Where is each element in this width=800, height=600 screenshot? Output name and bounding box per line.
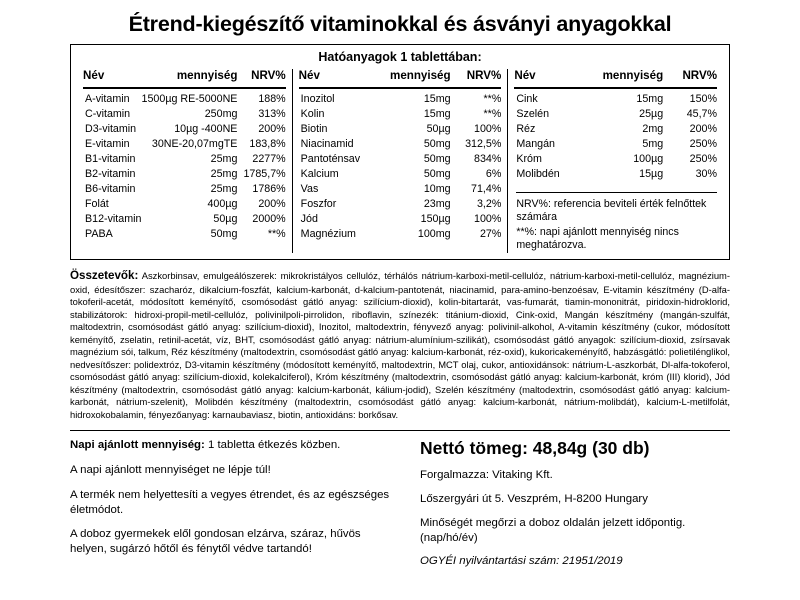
distributor-address: Lőszergyári út 5. Veszprém, H-8200 Hungary <box>420 492 648 505</box>
table-header-row <box>83 69 286 88</box>
nutrient-amount: 1500µg RE-5000NE <box>141 92 238 105</box>
nutrient-name: Folát <box>85 197 109 210</box>
table-row <box>83 197 286 212</box>
nutrient-nrv: 200% <box>258 197 286 210</box>
nutrient-amount: 23mg <box>423 197 451 210</box>
nutrient-name: Vas <box>300 182 319 195</box>
nutrient-name: Kalcium <box>300 167 339 180</box>
registration-number: OGYÉI nyilvántartási szám: 21951/2019 <box>420 555 623 568</box>
nutrition-table <box>83 69 286 243</box>
nutrient-nrv: 45,7% <box>686 107 718 120</box>
nutrient-amount: 50mg <box>423 152 451 165</box>
nutrient-name: Biotin <box>300 122 328 135</box>
table-row <box>299 152 502 167</box>
table-row <box>299 212 502 227</box>
table-row <box>83 88 286 107</box>
nutrient-name: B1-vitamin <box>85 152 136 165</box>
nutrient-amount: 25mg <box>210 152 238 165</box>
ingredients-section <box>70 268 730 421</box>
footnote-text: NRV%: referencia beviteli érték felnőttek számára <box>516 198 707 224</box>
nutrient-nrv: 200% <box>258 122 286 135</box>
nutrient-name: Jód <box>300 213 318 226</box>
diet-note: A termék nem helyettesíti a vegyes étrendet, és az egészséges életmódot. <box>70 488 390 516</box>
nutrient-nrv: 183,8% <box>249 137 286 150</box>
nutrient-amount: 15mg <box>636 92 664 105</box>
table-row <box>299 182 502 197</box>
nutrient-nrv: **% <box>267 228 286 241</box>
nutrient-nrv: 2000% <box>252 213 286 226</box>
column-header-amount: mennyiség <box>577 69 669 88</box>
usage-column <box>70 438 410 579</box>
nutrient-amount: 30NE-20,07mgTE <box>151 137 238 150</box>
ingredients-text: Aszkorbinsav, emulgeálószerek: mikrokristályos cellulóz, térhálós nátrium-karboxi-metil-cellulóz, nátrium-karboxi-metil-cellulóz, magnézium-oxid, édesítőszer: szacharóz, dikalcium-foszfát, kalcium-karbonát, d-kalcium-pantotenát, niacinamid, para-amino-benzoésav, E-vitamin készítmény (D-alfa-tokoferil-acetát, módosított keményítő, csomósodást gátló anyag: szilícium-dioxid), kolin-bitartarát, vas-fumarát, tiamin-mononitrát, piridoxin-hidroklorid, stabilizátorok: hidroxi-propil-metil-cellulóz, polivinilpoli-pirrolidon, riboflavin, színezék: titánium-dioxid, Cink-oxid, Mangán készítmény (mangán-szulfát, maltodextrin, csomósodást gátló anyag: szilícium-dioxid), Inozitol, maltodextrin, fényvező anyag: polivinil-alkohol, A-vitamin készítmény (cukor, módosított keményítő, zselatin, retinil-acetát, víz, BHT, csomósodást gátló anyag: nátrium-alumínium-szilikát), csomósodást gátló anyagok: szilícium-dioxid, zsírsavak magnézium sói, talkum, Réz készítmény (maltodextrin, csomósodást gátló anyag: kalcium-karbonát, réz-oxid), kukoricakeményítő, habzásgátló: polietilénglikol, nedvesítőszer: polidextróz, D3-vitamin készítmény (módosított keményítő, maltodextrin, MCT olaj, cukor, antioxidánsok: nátrium-L-aszkorbát, Dl-alfa-tokoferol, csomósodást gátló anyag: szilícium-dioxid, kolekalciferol), Króm készítmény (maltodextrin, csomósodást gátló anyag: kalcium-karbonát, króm (III) klorid), Jód készítmény (maltodextrin, csomósodást gátló anyag: kalcium-karbonát, kálium-jodid), Szelén készítmény (maltodextrin, csomósodást gátló anyag: kalcium-karbonát, nátrium-szelenit), Molibdén készítmény (maltodextrin, csomósodást gátló anyag: kalcium-karbonát, nátrium-molibdát), kalcium-L-metilfolát, hidroxokobalamin, fényezőanyag: karnaubaviasz, biotin, antioxidáns: borkősav. <box>70 270 730 420</box>
nutrition-box-title: Hatóanyagok 1 tablettában: <box>318 49 482 64</box>
nutrient-amount: 25mg <box>210 182 238 195</box>
nutrient-nrv: 834% <box>474 152 502 165</box>
column-header-amount: mennyiség <box>374 69 456 88</box>
nutrient-nrv: 3,2% <box>476 197 502 210</box>
dose-warning: A napi ajánlott mennyiséget ne lépje túl! <box>70 463 271 476</box>
nutrition-table <box>299 69 502 243</box>
table-row <box>299 137 502 152</box>
nutrition-footnotes <box>514 192 717 252</box>
nutrient-nrv: 1786% <box>252 182 286 195</box>
table-row <box>514 152 717 167</box>
nutrient-amount: 250mg <box>204 107 238 120</box>
nutrient-nrv: 250% <box>689 137 718 150</box>
table-row <box>83 152 286 167</box>
nutrient-nrv: 2277% <box>252 152 286 165</box>
nutrient-nrv: 188% <box>258 92 286 105</box>
nutrient-name: Molibdén <box>516 167 560 180</box>
nutrient-amount: 10µg -400NE <box>174 122 238 135</box>
nutrient-name: Szelén <box>516 107 550 120</box>
nutrient-amount: 50mg <box>423 137 451 150</box>
nutrient-amount: 15mg <box>423 107 451 120</box>
nutrient-name: B6-vitamin <box>85 182 136 195</box>
nutrient-name: A-vitamin <box>85 92 130 105</box>
nutrient-name: Inozitol <box>300 92 335 105</box>
daily-dose-label: Napi ajánlott mennyiség: <box>70 439 205 452</box>
nutrient-nrv: 312,5% <box>465 137 502 150</box>
nutrient-name: Mangán <box>516 137 555 150</box>
nutrient-amount: 5mg <box>642 137 664 150</box>
table-row <box>514 88 717 107</box>
nutrient-name: Pantoténsav <box>300 152 361 165</box>
nutrition-column <box>77 69 292 253</box>
footnote-text: **%: napi ajánlott mennyiség nincs meghatározva. <box>516 225 679 251</box>
nutrient-nrv: **% <box>483 92 502 105</box>
ingredients-heading: Összetevők: <box>70 269 139 283</box>
nutrient-name: B12-vitamin <box>85 213 142 226</box>
nutrient-name: D3-vitamin <box>85 122 137 135</box>
table-row <box>299 88 502 107</box>
nutrient-amount: 10mg <box>423 182 451 195</box>
nutrient-nrv: 313% <box>258 107 286 120</box>
nutrient-nrv: 27% <box>479 228 502 241</box>
table-row <box>83 107 286 122</box>
distributor: Forgalmazza: Vitaking Kft. <box>420 469 553 482</box>
nutrient-amount: 25µg <box>639 107 664 120</box>
nutrient-name: C-vitamin <box>85 107 131 120</box>
nutrient-amount: 100µg <box>633 152 664 165</box>
nutrient-nrv: 30% <box>695 167 718 180</box>
nutrient-name: PABA <box>85 228 113 241</box>
table-row <box>514 167 717 182</box>
nutrition-column <box>507 69 723 253</box>
nutrient-nrv: 6% <box>485 167 502 180</box>
best-before-note: Minőségét megőrzi a doboz oldalán jelzett időpontig. (nap/hó/év) <box>420 516 686 544</box>
nutrition-facts-box <box>70 44 730 260</box>
nutrient-amount: 50mg <box>210 228 238 241</box>
column-header-nrv: NRV% <box>669 69 717 88</box>
table-header-row <box>299 69 502 88</box>
bottom-section <box>70 438 730 579</box>
nutrition-column <box>292 69 508 253</box>
column-header-name: Név <box>514 69 577 88</box>
table-row <box>299 122 502 137</box>
nutrient-nrv: 200% <box>689 122 718 135</box>
nutrient-name: E-vitamin <box>85 137 130 150</box>
daily-dose-line <box>70 438 392 453</box>
nutrition-table <box>514 69 717 183</box>
nutrient-name: Króm <box>516 152 542 165</box>
page-title: Étrend-kiegészítő vitaminokkal és ásványi anyagokkal <box>128 12 672 36</box>
bottom-divider <box>70 430 730 431</box>
column-header-name: Név <box>83 69 141 88</box>
nutrient-name: B2-vitamin <box>85 167 136 180</box>
table-row <box>83 212 286 227</box>
nutrient-name: Magnézium <box>300 228 356 241</box>
nutrient-amount: 15mg <box>423 92 451 105</box>
table-row <box>514 137 717 152</box>
nutrient-nrv: 250% <box>689 152 718 165</box>
nutrient-nrv: **% <box>483 107 502 120</box>
nutrient-amount: 400µg <box>207 197 238 210</box>
column-header-name: Név <box>299 69 375 88</box>
nutrient-nrv: 100% <box>474 122 502 135</box>
table-row <box>299 167 502 182</box>
nutrient-nrv: 150% <box>689 92 718 105</box>
table-header-row <box>514 69 717 88</box>
nutrient-amount: 50mg <box>423 167 451 180</box>
table-row <box>514 107 717 122</box>
nutrient-nrv: 71,4% <box>471 182 502 195</box>
nutrient-amount: 50µg <box>426 122 451 135</box>
nutrient-amount: 150µg <box>420 213 451 226</box>
net-weight: Nettó tömeg: 48,84g (30 db) <box>420 438 650 459</box>
nutrient-amount: 15µg <box>639 167 664 180</box>
nutrient-amount: 50µg <box>213 213 238 226</box>
nutrient-name: Kolin <box>300 107 325 120</box>
table-row <box>83 137 286 152</box>
table-row <box>83 227 286 242</box>
table-row <box>299 197 502 212</box>
nutrient-nrv: 1785,7% <box>243 167 286 180</box>
nutrient-name: Réz <box>516 122 536 135</box>
column-header-nrv: NRV% <box>457 69 502 88</box>
column-header-nrv: NRV% <box>243 69 285 88</box>
nutrition-columns <box>77 69 723 253</box>
nutrient-name: Cink <box>516 92 538 105</box>
daily-dose-value: 1 tabletta étkezés közben. <box>208 439 341 452</box>
nutrient-name: Niacinamid <box>300 137 354 150</box>
table-row <box>83 182 286 197</box>
nutrient-nrv: 100% <box>474 213 502 226</box>
table-row <box>83 167 286 182</box>
storage-note: A doboz gyermekek elől gondosan elzárva, száraz, hűvös helyen, sugárzó hőtől és fénytől védve tartandó! <box>70 528 361 556</box>
nutrient-amount: 25mg <box>210 167 238 180</box>
nutrient-amount: 100mg <box>417 228 451 241</box>
table-row <box>299 227 502 242</box>
table-row <box>299 107 502 122</box>
nutrient-amount: 2mg <box>642 122 664 135</box>
footnote-divider <box>516 192 717 193</box>
nutrient-name: Foszfor <box>300 197 337 210</box>
column-header-amount: mennyiség <box>141 69 243 88</box>
product-info-column <box>410 438 730 579</box>
table-row <box>83 122 286 137</box>
table-row <box>514 122 717 137</box>
